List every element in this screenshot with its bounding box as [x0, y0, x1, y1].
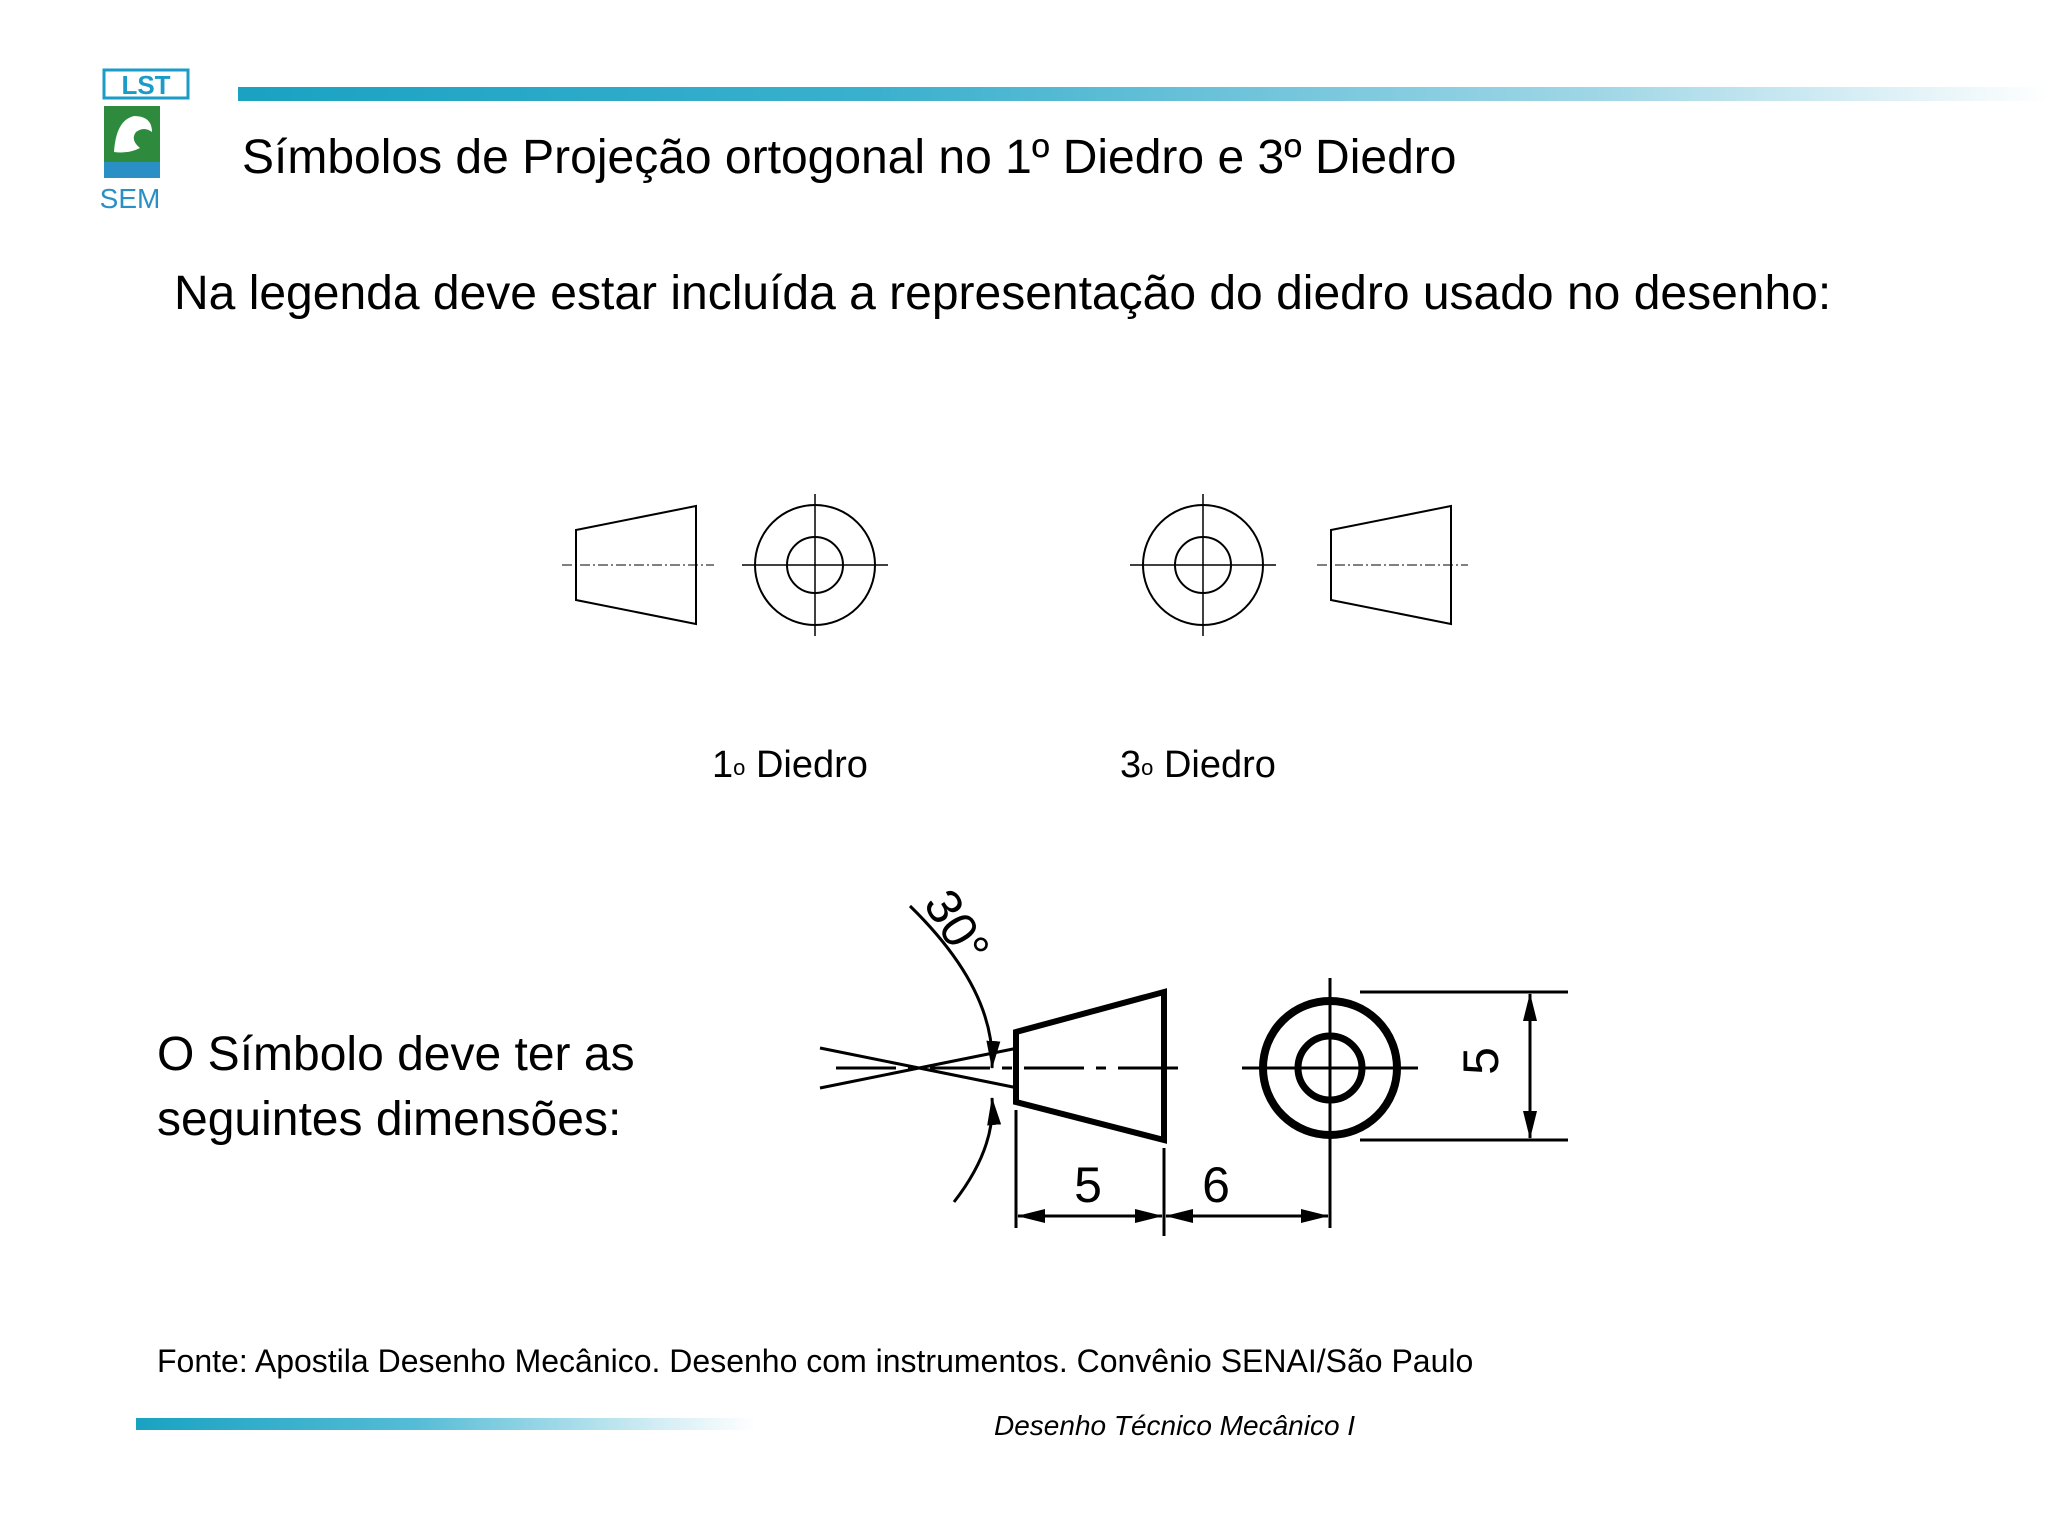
- footer-course-name: Desenho Técnico Mecânico I: [994, 1410, 1356, 1441]
- third-angle-label: [1120, 744, 1276, 787]
- intro-paragraph: Na legenda deve estar incluída a representação do diedro usado no desenho:: [174, 267, 1832, 320]
- height-dimension-label: 5: [1453, 1047, 1509, 1075]
- logo-letters: LST: [121, 70, 171, 100]
- third-angle-number: 3: [1120, 744, 1142, 786]
- third-angle-word: Diedro: [1163, 744, 1276, 786]
- gap-dimension-label: 6: [1202, 1157, 1230, 1213]
- length-dimension-label: 5: [1074, 1157, 1102, 1213]
- first-angle-symbol: [562, 494, 888, 636]
- angle-arc-lower: [954, 1098, 992, 1202]
- dimensioned-cone: [1016, 992, 1164, 1140]
- dimensions-caption: O Símbolo deve ter as seguintes dimensões:: [157, 1028, 635, 1146]
- third-angle-ordinal: o: [1141, 755, 1154, 780]
- first-angle-label: [712, 744, 868, 787]
- third-angle-symbol: [1130, 494, 1468, 636]
- logo-sub-text: SEM: [100, 183, 161, 214]
- footer-accent-bar: [136, 1418, 756, 1430]
- angle-dimension-label: 30°: [913, 879, 1001, 974]
- first-angle-ordinal: o: [733, 755, 746, 780]
- first-angle-number: 1: [712, 744, 734, 786]
- slide-title: Símbolos de Projeção ortogonal no 1º Diedro e 3º Diedro: [242, 131, 1457, 184]
- source-citation: Fonte: Apostila Desenho Mecânico. Desenho com instrumentos. Convênio SENAI/São Paulo: [157, 1343, 1474, 1379]
- first-angle-word: Diedro: [755, 744, 868, 786]
